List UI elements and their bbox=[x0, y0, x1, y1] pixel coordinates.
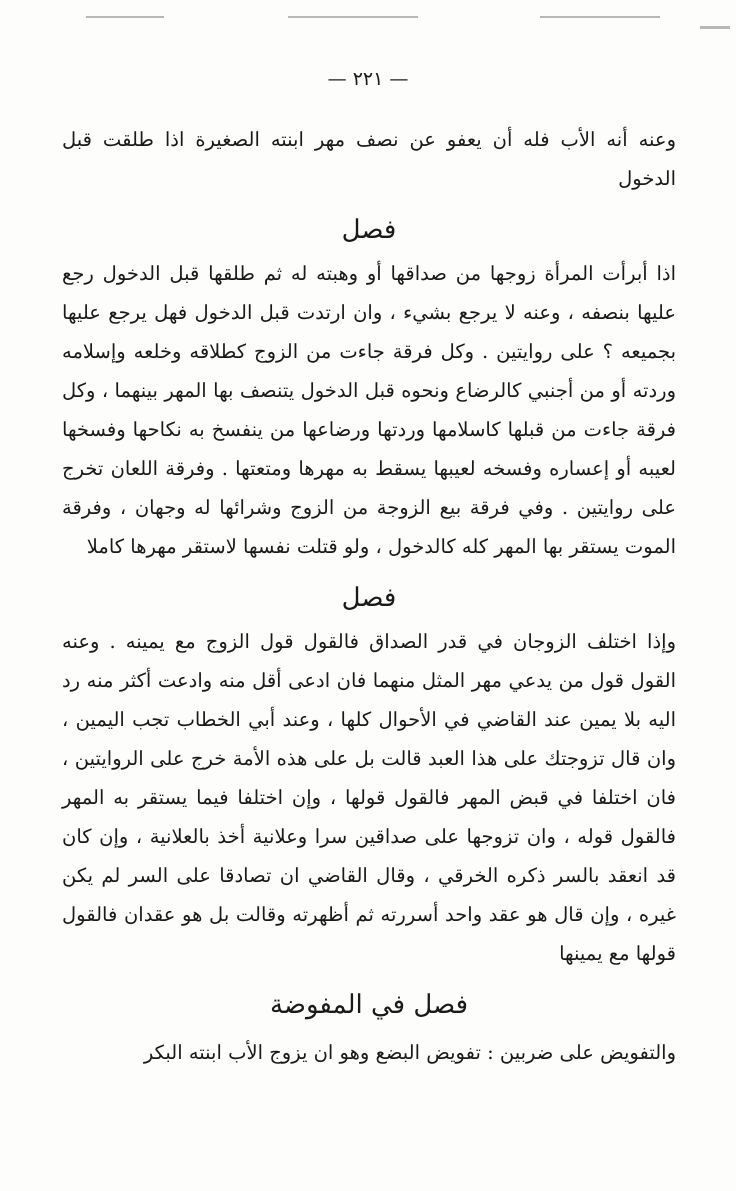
scan-edge-mark bbox=[288, 16, 418, 18]
paragraph-intro: وعنه أنه الأب فله أن يعفو عن نصف مهر ابنته الصغيرة اذا طلقت قبل الدخول bbox=[62, 128, 676, 190]
scan-edge-mark bbox=[86, 16, 164, 18]
section-heading: فصل bbox=[341, 583, 397, 613]
paragraph-dowry-dispute: وإذا اختلف الزوجان في قدر الصداق فالقول قول الزوج مع يمينه . وعنه القول قول من يدعي مهر المثل منهما فان ادعى أقل منه وادعت أكثر منه رد اليه بلا يمين عند القاضي في الأحوال كلها ، وعند أبي الخطاب تجب اليمين ، وان قال تزوجتك على هذا العبد قالت بل على هذه الأمة خرج على الروايتين ، فان اختلفا في قبض المهر فالقول قولها ، وإن اختلفا فيما يستقر به المهر فالقول قوله ، وان تزوجها على صداقين سرا وعلانية أخذ بالعلانية ، وإن كان قد انعقد بالسر ذكره الخرقي ، وقال القاضي ان تصادقا على السر لم يكن غيره ، وإن قال هو عقد واحد أسررته ثم أظهرته وقالت بل هو عقدان فالقول قولها مع يمينها bbox=[62, 630, 676, 965]
section-heading: فصل bbox=[341, 215, 397, 245]
page-body bbox=[62, 120, 676, 1072]
paragraph-release-of-dowry: اذا أبرأت المرأة زوجها من صداقها أو وهبته له ثم طلقها قبل الدخول رجع عليها بنصفه ، وعنه لا يرجع بشيء ، وان ارتدت قبل الدخول فهل يرجع عليها بجميعه ؟ على روايتين . وكل فرقة جاءت من الزوج كطلاقه وخلعه وإسلامه وردته أو من أجنبي كالرضاع ونحوه قبل الدخول يتنصف بها المهر بينهما ، وكل فرقة جاءت من قبلها كاسلامها وردتها ورضاعها من ينفسخ به نكاحها وفسخها لعيبه أو إعساره وفسخه لعيبها يسقط به مهرها ومتعتها . وفرقة اللعان تخرج على روايتين . وفي فرقة بيع الزوجة من الزوج وشرائها له وجهان ، وفرقة الموت يستقر بها المهر كله كالدخول ، ولو قتلت نفسها لاستقر مهرها كاملا bbox=[62, 262, 676, 558]
page-number: — ٢٢١ — bbox=[327, 68, 409, 90]
section-heading-mufawwada: فصل في المفوضة bbox=[269, 990, 469, 1020]
scan-edge-mark bbox=[700, 26, 730, 29]
scan-edge-mark bbox=[540, 16, 660, 18]
paragraph-tafwid: والتفويض على ضربين : تفويض البضع وهو ان يزوج الأب ابنته البكر bbox=[143, 1041, 676, 1064]
